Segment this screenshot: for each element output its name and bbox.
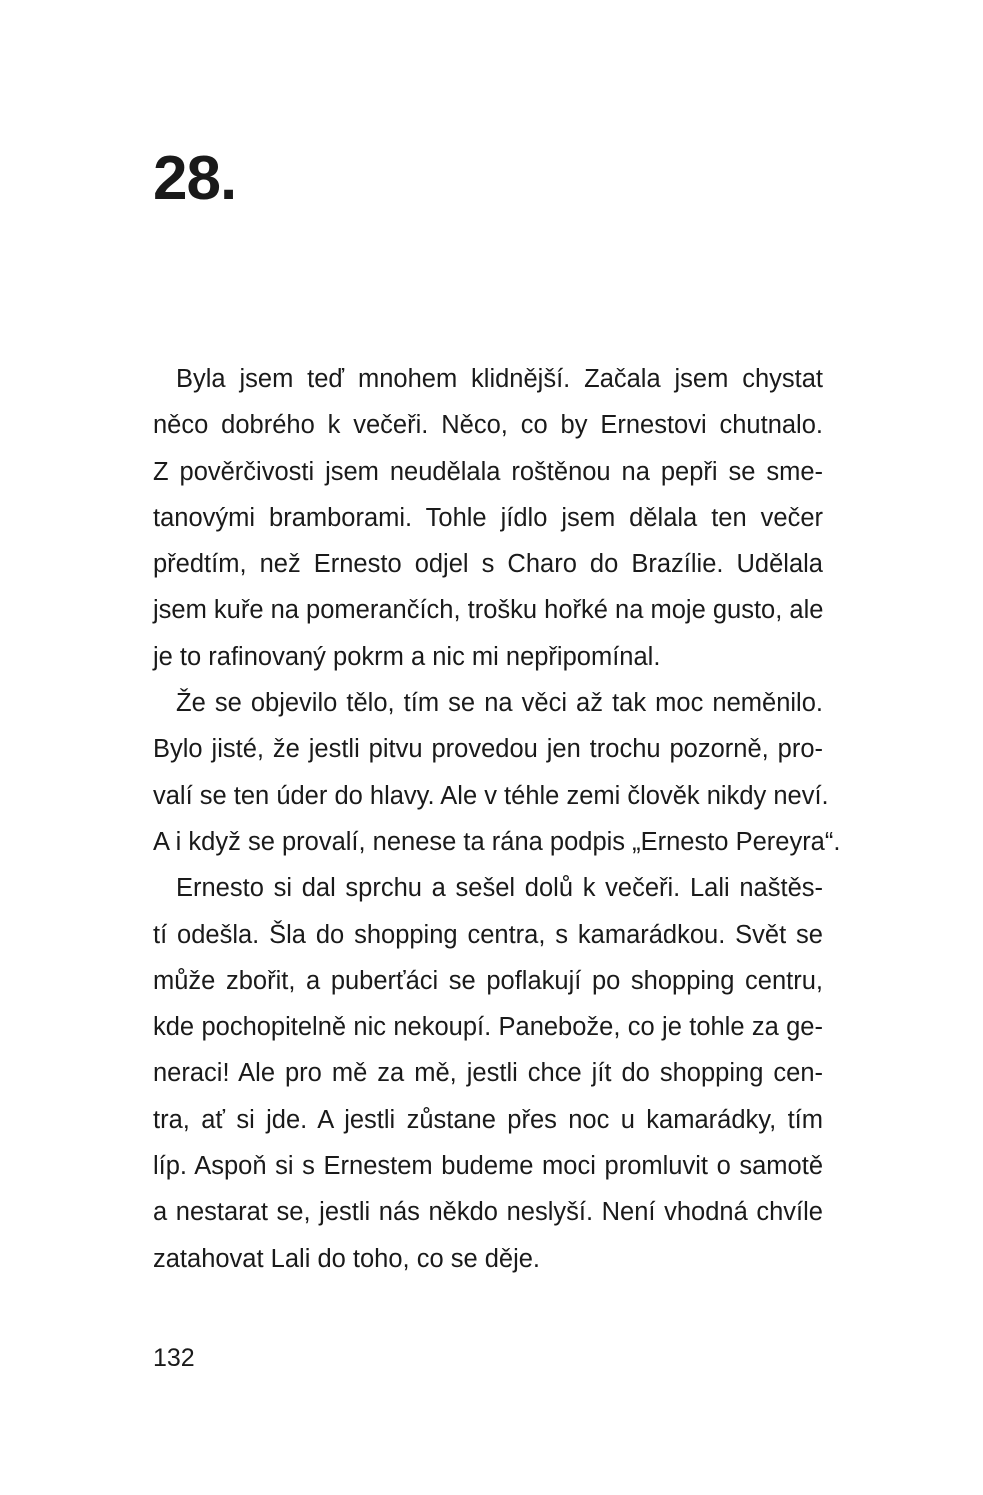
text-line: neraci! Ale pro mě za mě, jestli chce jít do shopping cen- bbox=[153, 1059, 823, 1088]
chapter-number: 28. bbox=[153, 144, 237, 213]
text-line: předtím, než Ernesto odjel s Charo do Brazílie. Udělala bbox=[153, 550, 823, 579]
text-line: může zbořit, a puberťáci se poflakují po shopping centru, bbox=[153, 966, 823, 995]
body-text bbox=[153, 356, 841, 1282]
text-line: tí odešla. Šla do shopping centra, s kamarádkou. Svět se bbox=[153, 920, 823, 949]
text-line: kde pochopitelně nic nekoupí. Panebože, co je tohle za ge- bbox=[153, 1013, 823, 1042]
text-line: valí se ten úder do hlavy. Ale v téhle zemi člověk nikdy neví. bbox=[153, 781, 829, 810]
text-line: jsem kuře na pomerančích, trošku hořké na moje gusto, ale bbox=[153, 596, 824, 625]
text-line: tra, ať si jde. A jestli zůstane přes noc u kamarádky, tím bbox=[153, 1105, 823, 1134]
text-line: Že se objevilo tělo, tím se na věci až tak moc neměnilo. bbox=[176, 689, 823, 718]
text-line: je to rafinovaný pokrm a nic mi nepřipomínal. bbox=[153, 642, 661, 671]
text-line: Ernesto si dal sprchu a sešel dolů k večeři. Lali naštěs- bbox=[176, 874, 823, 903]
text-line: líp. Aspoň si s Ernestem budeme moci promluvit o samotě bbox=[153, 1152, 823, 1181]
text-line: Z pověrčivosti jsem neudělala roštěnou na pepři se sme- bbox=[153, 457, 823, 486]
text-line: zatahovat Lali do toho, co se děje. bbox=[153, 1244, 541, 1273]
page-number: 132 bbox=[153, 1344, 195, 1372]
text-line: Bylo jisté, že jestli pitvu provedou jen trochu pozorně, pro- bbox=[153, 735, 823, 764]
text-line: a nestarat se, jestli nás někdo neslyší. Není vhodná chvíle bbox=[153, 1198, 823, 1227]
text-line: Byla jsem teď mnohem klidnější. Začala jsem chystat bbox=[176, 365, 823, 393]
text-line: něco dobrého k večeři. Něco, co by Ernestovi chutnalo. bbox=[153, 411, 823, 440]
text-line: tanovými bramborami. Tohle jídlo jsem dělala ten večer bbox=[153, 503, 823, 532]
text-line: A i když se provalí, nenese ta rána podpis „Ernesto Pereyra“. bbox=[153, 827, 841, 856]
